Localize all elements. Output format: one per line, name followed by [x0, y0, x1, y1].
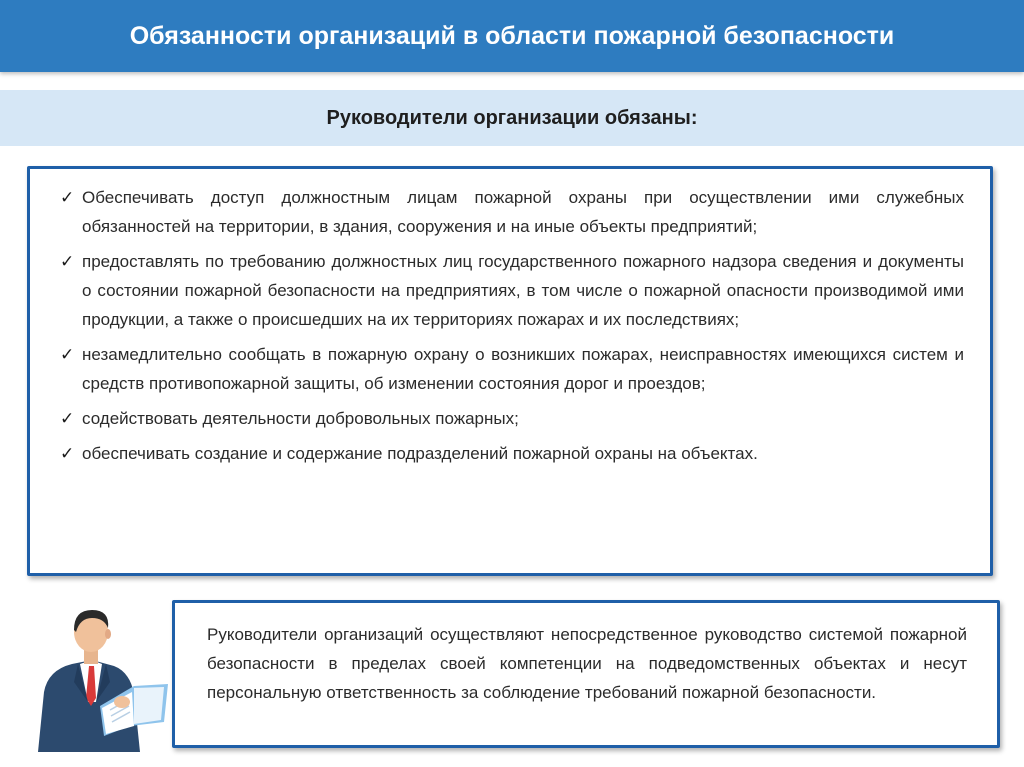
check-icon: ✓ [60, 188, 75, 207]
responsibility-note-text: Руководители организаций осуществляют непосредственное руководство системой пожарной безопасности в пределах своей компетенции на подведомственных объектах и несут персональную ответственность за соблюдение требований пожарной безопасности. [207, 625, 967, 702]
duty-text: обеспечивать создание и содержание подразделений пожарной охраны на объектах. [82, 444, 758, 463]
duty-text: незамедлительно сообщать в пожарную охрану о возникших пожарах, неисправностях имеющихся систем и средств противопожарной защиты, об изменении состояния дорог и проездов; [82, 345, 964, 393]
businessman-icon [30, 602, 170, 752]
section-subtitle: Руководители организации обязаны: [326, 106, 698, 129]
list-item [60, 439, 964, 468]
responsibility-note-panel [172, 600, 1000, 748]
check-icon: ✓ [60, 444, 75, 463]
list-item [60, 404, 964, 433]
duty-text: Обеспечивать доступ должностным лицам пожарной охраны при осуществлении ими служебных обязанностей на территории, в здания, сооружения и на иные объекты предприятий; [82, 188, 964, 236]
manager-reading-illustration [30, 602, 170, 752]
section-subtitle-bar [0, 90, 1024, 146]
duties-panel [27, 166, 993, 576]
page-title: Обязанности организаций в области пожарной безопасности [129, 21, 895, 50]
duty-text: предоставлять по требованию должностных лиц государственного пожарного надзора сведения и документы о состоянии пожарной безопасности на предприятиях, в том числе о пожарной опасности производимой ими продукции, а также о происшедших на их территориях пожарах и их последствиях; [82, 252, 964, 329]
check-icon: ✓ [60, 252, 75, 271]
duties-list [60, 183, 964, 468]
list-item [60, 183, 964, 241]
duty-text: содействовать деятельности добровольных пожарных; [82, 409, 519, 428]
page-title-bar [0, 0, 1024, 72]
check-icon: ✓ [60, 345, 75, 364]
check-icon: ✓ [60, 409, 75, 428]
list-item [60, 247, 964, 334]
list-item [60, 340, 964, 398]
